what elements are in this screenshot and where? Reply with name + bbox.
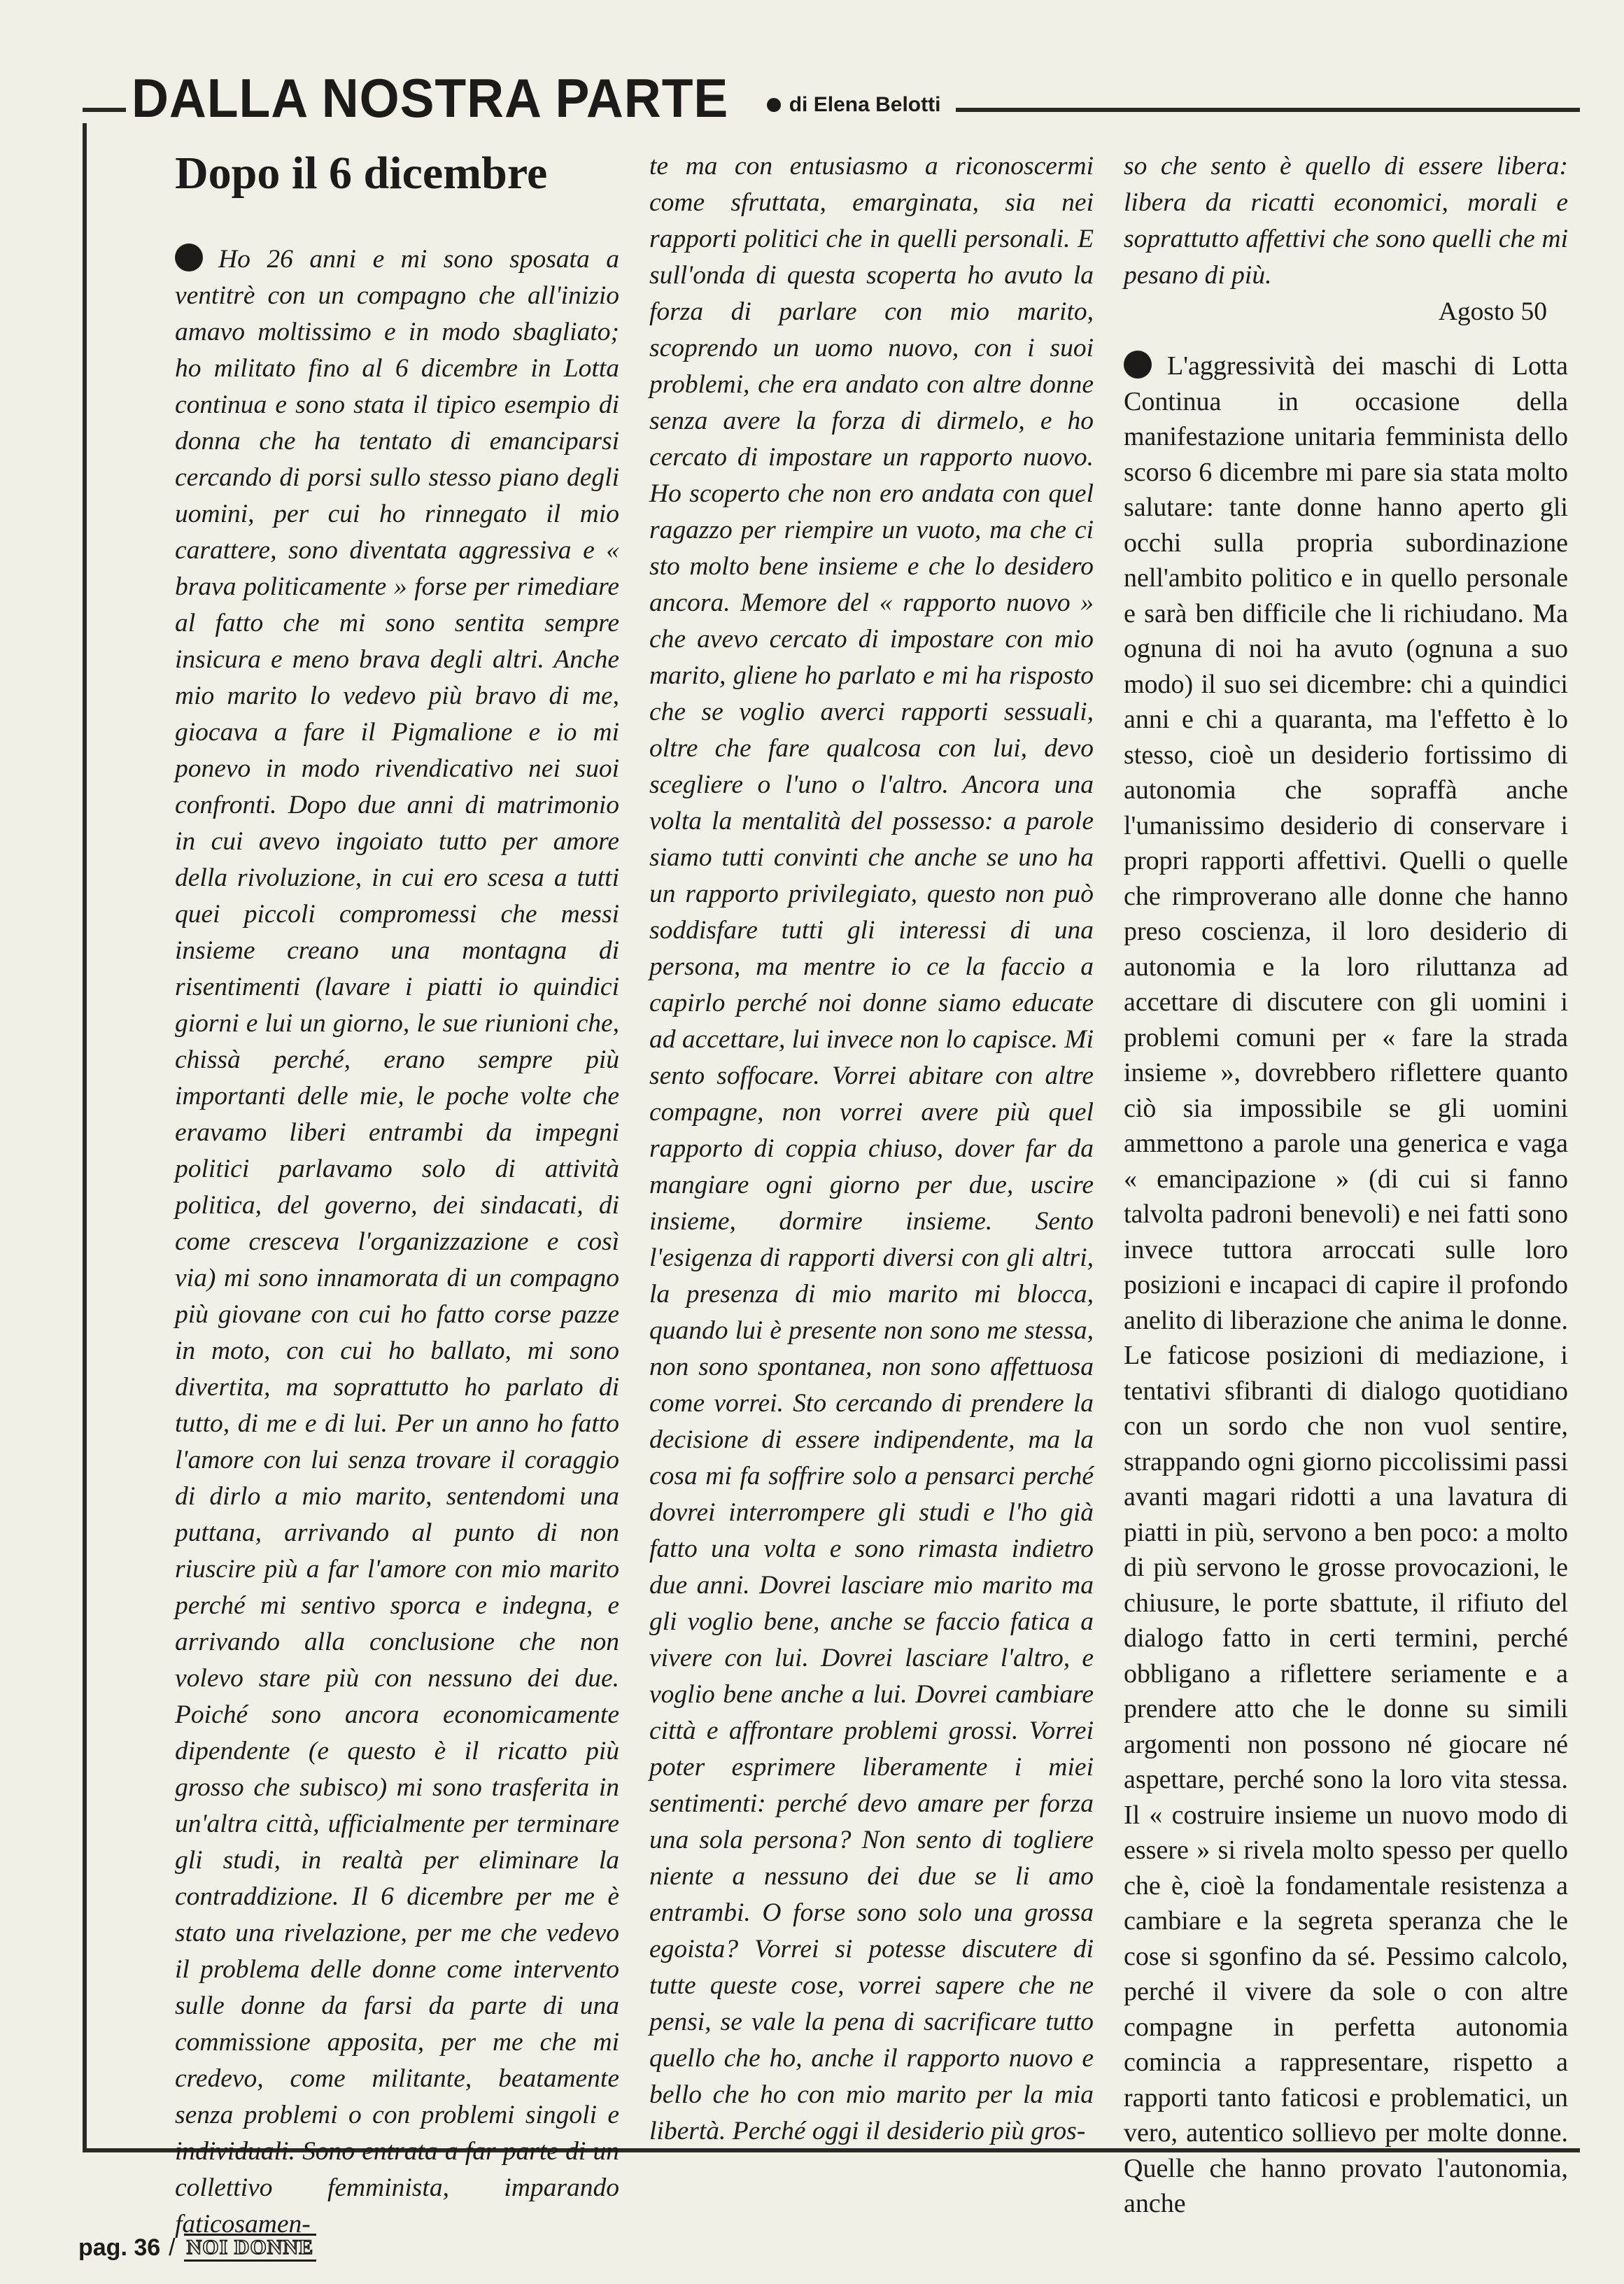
byline: di Elena Belotti — [789, 93, 941, 116]
letter-text-part-1: Ho 26 anni e mi sono sposata a ventitrè con un compagno che all'inizio amavo moltissimo e in modo sbagliato; ho militato fino al 6 dicembre in Lotta continua e sono stata il tipico esempio di donna che ha tentato di emanciparsi cercando di porsi sullo stesso piano degli uomini, per cui ho rinnegato il mio carattere, sono diventata aggressiva e « brava politicamente » forse per rimediare al fatto che mi sono sentita sempre insicura e meno brava degli altri. Anche mio marito lo vedevo più bravo di me, giocava a fare il Pigmalione e io mi ponevo in modo rivendicativo nei suoi confronti. Dopo due anni di matrimonio in cui avevo ingoiato tutto per amore della rivoluzione, in cui ero scesa a tutti quei piccoli compromessi che messi insieme creano una montagna di risentimenti (lavare i piatti io quindici giorni e lui un giorno, le sue riunioni che, chissà perché, erano sempre più importanti delle mie, le poche volte che eravamo liberi entrambi da impegni politici parlavamo solo di attività politica, del governo, dei sindacati, di come cresceva l'organizzazione e così via) mi sono innamorata di un compagno più giovane con cui ho fatto corse pazze in moto, con cui ho ballato, mi sono divertita, ma soprattutto ho parlato di tutto, di me e di lui. Per un anno ho fatto l'amore con lui senza trovare il coraggio di dirlo a mio marito, sentendomi una puttana, arrivando al punto di non riuscire più a far l'amore con mio marito perché mi sentivo sporca e indegna, e arrivando alla conclusione che non volevo stare più con nessuno dei due. Poiché sono ancora economicamente dipendente (e questo è il ricatto più grosso che subisco) mi sono trasferita in un'altra città, ufficialmente per terminare gli studi, in realtà per eliminare la contraddizione. Il 6 dicembre per me è stato una rivelazione, per me che vedevo il problema delle donne come intervento sulle donne da farsi da parte di una commissione apposita, per me che mi credevo, come militante, beatamente senza problemi o con problemi singoli e individuali. Sono entrata a far parte di un collettivo femminista, imparando faticosamen- — [175, 244, 619, 2239]
letter-text-part-2: te ma con entusiasmo a riconoscermi come sfruttata, emarginata, sia nei rapporti politici che in quelli personali. E sull'onda di questa scoperta ho avuto la forza di parlare con mio marito, scoprendo un uomo nuovo, con i suoi problemi, che era andato con altre donne senza avere la forza di dirmelo, e ho cercato di impostare un rapporto nuovo. Ho scoperto che non ero andata con quel ragazzo per riempire un vuoto, ma che ci sto molto bene insieme e che lo desidero ancora. Memore del « rapporto nuovo » che avevo cercato di impostare con mio marito, gliene ho parlato e mi ha risposto che se voglio averci rapporti sessuali, oltre che fare qualcosa con lui, devo scegliere o l'uno o l'altro. Ancora una volta la mentalità del possesso: a parole siamo tutti convinti che anche se uno ha un rapporto privilegiato, questo non può soddisfare tutti gli interessi di una persona, ma mentre io ce la faccio a capirlo perché noi donne siamo educate ad accettare, lui invece non lo capisce. Mi sento soffocare. Vorrei abitare con altre compagne, non vorrei avere più quel rapporto di coppia chiuso, dover far da mangiare ogni giorno per due, uscire insieme, dormire insieme. Sento l'esigenza di rapporti diversi con gli altri, la presenza di mio marito mi blocca, quando lui è presente non sono me stessa, non sono spontanea, non sono affettuosa come vorrei. Sto cercando di prendere la decisione di essere indipendente, ma la cosa mi fa soffrire solo a pensarci perché dovrei interrompere gli studi e l'ho già fatto una volta e sono rimasta indietro due anni. Dovrei lasciare mio marito ma gli voglio bene, anche se faccio fatica a vivere con lui. Dovrei lasciare l'altro, e voglio bene anche a lui. Dovrei cambiare città e affrontare problemi grossi. Vorrei poter esprimere liberamente i miei sentimenti: perché devo amare per forza una sola persona? Non sento di togliere niente a nessuno dei due se li amo entrambi. O forse sono solo una grossa egoista? Vorrei si potesse discutere di tutte queste cose, vorrei sapere che ne pensi, se vale la pena di sacrificare tutto quello che ho, anche il rapporto nuovo e bello che ho con mio marito per la mia libertà. Perché oggi il desiderio più gros- — [649, 152, 1094, 2145]
magazine-logo: NOI DONNE — [184, 2234, 317, 2262]
section-title: DALLA NOSTRA PARTE — [132, 67, 729, 129]
footer-separator: / — [169, 2234, 176, 2261]
reply-paragraph — [1124, 348, 1568, 2222]
paragraph-bullet-icon — [1124, 351, 1152, 379]
letter-paragraph — [175, 241, 619, 2243]
rule-left — [83, 108, 126, 112]
letter-signature: Agosto 50 — [1438, 297, 1547, 326]
column-1 — [175, 148, 619, 2239]
column-3 — [1124, 148, 1568, 2218]
frame-left-rule — [83, 123, 87, 2152]
reply-text: L'aggressività dei maschi di Lotta Continua in occasione della manifestazione unitaria femminista dello scorso 6 dicembre mi pare sia stata molto salutare: tante donne hanno aperto gli occhi sulla propria subordinazione nell'ambito politico e in quello personale e sarà ben difficile che li richiudano. Ma ognuna di noi ha avuto (ognuna a suo modo) il suo sei dicembre: chi a quindici anni e chi a quaranta, ma l'effetto è lo stesso, cioè un desiderio fortissimo di autonomia che sopraffà anche l'umanissimo desiderio di conservare i propri rapporti affettivi. Quelli o quelle che rimproverano alle donne che hanno preso coscienza, il loro desiderio di autonomia e la loro riluttanza ad accettare di discutere con gli uomini i problemi comuni per « fare la strada insieme », dovrebbero riflettere quanto ciò sia impossibile se gli uomini ammettono a parole una generica e vaga « emancipazione » (di cui si fanno talvolta padroni benevoli) e nei fatti sono invece tuttora arroccati sulle loro posizioni e incapaci di capire il profondo anelito di liberazione che anima le donne. Le faticose posizioni di mediazione, i tentativi sfibranti di dialogo quotidiano con un sordo che non vuol sentire, strappando ogni giorno piccolissimi passi avanti magari ridotti a una lavatura di piatti in più, servono a ben poco: a molto di più servono le grosse provocazioni, le chiusure, le porte sbattute, il rifiuto del dialogo fatto in certi termini, perché obbligano a riflettere seriamente e a prendere atto che le donne su simili argomenti non possono né giocare né aspettare, perché sono la loro vita stessa. Il « costruire insieme un nuovo modo di essere » si rivela molto spesso per quello che è, cioè la fondamentale resistenza a cambiare e la segreta speranza che le cose si sgonfino da sé. Pessimo calcolo, perché il vivere da sole o con altre compagne in perfetta autonomia comincia a rappresentare, rispetto a rapporti tanto faticosi e problematici, un vero, autentico sollievo per molte donne. Quelle che hanno provato l'autonomia, anche — [1124, 351, 1568, 2218]
rule-right — [956, 108, 1580, 112]
page-footer — [78, 2232, 316, 2263]
column-2 — [649, 148, 1094, 2145]
section-masthead — [83, 67, 1580, 129]
paragraph-bullet-icon — [175, 244, 203, 272]
bullet-icon — [767, 98, 781, 112]
letter-text-part-3: so che sento è quello di essere libera: libera da ricatti economici, morali e soprattutto affettivi che sono quelli che mi pesano di più. — [1124, 152, 1568, 290]
page-number: pag. 36 — [78, 2234, 161, 2261]
article-headline: Dopo il 6 dicembre — [175, 148, 548, 199]
